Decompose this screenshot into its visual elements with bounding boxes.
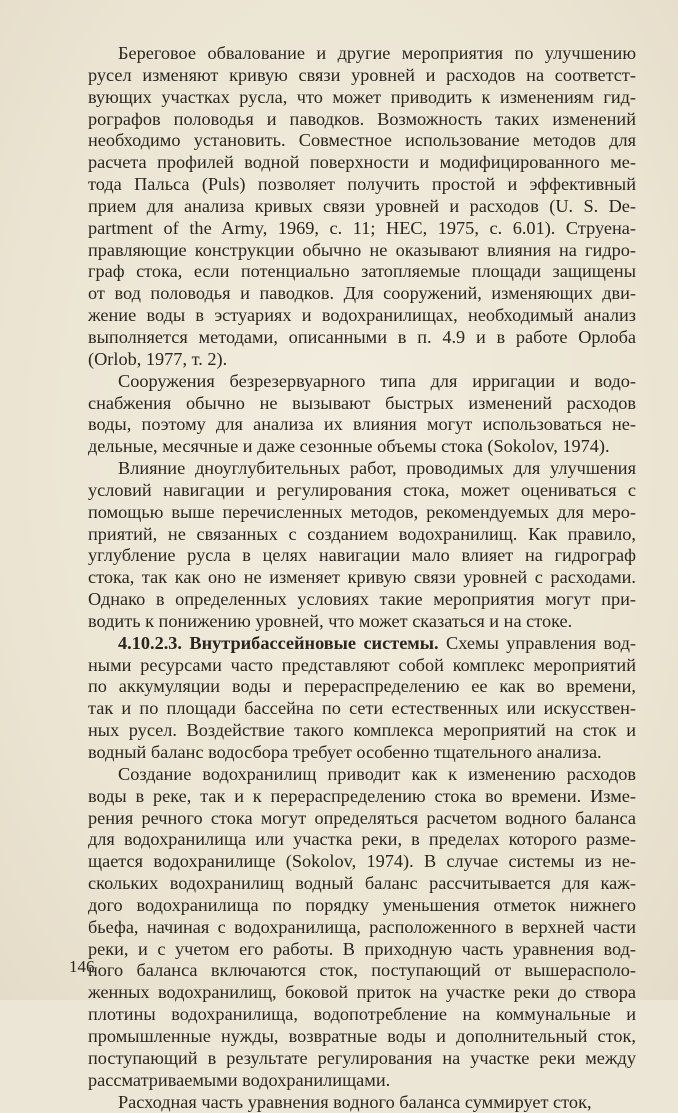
text-line [88, 261, 636, 283]
text-line [88, 960, 636, 982]
line-text: расчета профилей водной поверхности и модифицированного ме- [88, 152, 636, 172]
line-text: воды в реке, так и к перераспределению стока во времени. Изме- [88, 786, 636, 806]
text-line [88, 633, 636, 655]
line-text: плотины водохранилища, водопотребление на коммунальные и [88, 1004, 636, 1024]
paragraph-p1 [88, 43, 636, 371]
text-line [88, 502, 636, 524]
line-text: для водохранилища или участка реки, в пределах которого разме- [88, 829, 636, 849]
text-line [88, 786, 636, 808]
line-text: условий навигации и регулирования стока, может оцениваться с [88, 480, 636, 500]
line-text: русел изменяют кривую связи уровней и расходов на соответст- [88, 65, 636, 85]
text-line [88, 240, 636, 262]
line-text: Схемы управления вод- [439, 633, 636, 653]
text-line [88, 480, 636, 502]
text-line [88, 1026, 636, 1048]
line-text: прием для анализа кривых связи уровней и расходов (U. S. De- [88, 196, 636, 216]
line-text: правляющие конструкции обычно не оказывают влияния на гидро- [88, 240, 636, 260]
line-text: водный баланс водосбора требует особенно тщательного анализа. [88, 742, 602, 762]
line-text: Однако в определенных условиях такие мероприятия могут при- [88, 589, 636, 609]
line-text: ного баланса включаются сток, поступающий от вышерасполо- [88, 960, 636, 980]
text-line [88, 174, 636, 196]
line-text: приятий, не связанных с созданием водохранилищ. Как правило, [88, 524, 636, 544]
text-line [88, 1048, 636, 1070]
paragraph-p4 [88, 633, 636, 764]
line-text: женных водохранилищ, боковой приток на участке реки до створа [88, 982, 636, 1002]
line-text: дого водохранилища по порядку уменьшения отметок нижнего [88, 895, 636, 915]
paragraph-p3 [88, 458, 636, 633]
line-text: ными ресурсами часто представляют собой комплекс мероприятий [88, 655, 636, 675]
page-text [88, 43, 636, 1113]
text-line [88, 589, 636, 611]
text-line [88, 65, 636, 87]
line-text: водить к понижению уровней, что может сказаться и на стоке. [88, 611, 572, 631]
line-text: углубление русла в целях навигации мало влияет на гидрограф [88, 545, 636, 565]
line-text: так и по площади бассейна по сети естественных или искусствен- [88, 698, 636, 718]
line-text: Сооружения безрезервуарного типа для ирригации и водо- [118, 371, 636, 391]
line-text: промышленные нужды, возвратные воды и дополнительный сток, [88, 1026, 636, 1046]
line-text: рассматриваемыми водохранилищами. [88, 1070, 390, 1090]
line-text: partment of the Army, 1969, с. 11; HEC, 1975, с. 6.01). Струена- [88, 218, 636, 238]
line-text: по аккумуляции воды и перераспределению ее как во времени, [88, 676, 636, 696]
text-line [88, 1004, 636, 1026]
text-line [88, 109, 636, 131]
page-number: 146 [69, 957, 95, 977]
section-heading: 4.10.2.3. Внутрибассейновые системы. [118, 633, 439, 653]
paragraph-p6 [88, 1092, 636, 1113]
text-line [88, 895, 636, 917]
line-text: снабжения обычно не вызывают быстрых изменений расходов [88, 393, 636, 413]
paragraph-p5 [88, 764, 636, 1092]
text-line [88, 130, 636, 152]
line-text: вующих участках русла, что может приводить к изменениям гид- [88, 87, 636, 107]
text-line [88, 371, 636, 393]
text-line [88, 567, 636, 589]
text-line [88, 349, 636, 371]
line-text: ных русел. Воздействие такого комплекса мероприятий на сток и [88, 720, 636, 740]
text-line [88, 393, 636, 415]
line-text: поступающий в результате регулирования на участке реки между [88, 1048, 636, 1068]
line-text: реки, и с учетом его работы. В приходную часть уравнения вод- [88, 939, 636, 959]
text-line [88, 283, 636, 305]
text-line [88, 698, 636, 720]
line-text: бьефа, начиная с водохранилища, расположенного в верхней части [88, 917, 636, 937]
text-line [88, 152, 636, 174]
text-line [88, 1070, 636, 1092]
text-line [88, 851, 636, 873]
line-text: Береговое обвалование и другие мероприятия по улучшению [118, 43, 636, 63]
line-text: рения речного стока могут определяться расчетом водного баланса [88, 808, 636, 828]
text-line [88, 414, 636, 436]
line-text: щается водохранилище (Sokolov, 1974). В случае системы из не- [88, 851, 636, 871]
line-text: Создание водохранилищ приводит как к изменению расходов [118, 764, 636, 784]
text-line [88, 873, 636, 895]
text-line [88, 545, 636, 567]
text-line [88, 917, 636, 939]
line-text: Влияние дноуглубительных работ, проводимых для улучшения [118, 458, 636, 478]
text-line [88, 939, 636, 961]
line-text: скольких водохранилищ водный баланс рассчитывается для каж- [88, 873, 636, 893]
line-text: от вод половодья и паводков. Для сооружений, изменяющих дви- [88, 283, 636, 303]
text-line [88, 458, 636, 480]
text-line [88, 720, 636, 742]
text-line [88, 655, 636, 677]
text-line [88, 87, 636, 109]
text-line [88, 742, 636, 764]
text-line [88, 982, 636, 1004]
text-line [88, 829, 636, 851]
line-text: дельные, месячные и даже сезонные объемы стока (Sokolov, 1974). [88, 436, 610, 456]
line-text: рографов половодья и паводков. Возможность таких изменений [88, 109, 636, 129]
line-text: выполняется методами, описанными в п. 4.9 и в работе Орлоба [88, 327, 636, 347]
line-text: тода Пальса (Puls) позволяет получить простой и эффективный [88, 174, 636, 194]
line-text: воды, поэтому для анализа их влияния могут использоваться не- [88, 414, 636, 434]
line-text: необходимо установить. Совместное использование методов для [88, 130, 636, 150]
line-text: стока, так как оно не изменяет кривую связи уровней с расходами. [88, 567, 636, 587]
line-text: Расходная часть уравнения водного баланса суммирует сток, [118, 1092, 592, 1112]
text-line [88, 1092, 636, 1113]
line-text: помощью выше перечисленных методов, рекомендуемых для меро- [88, 502, 636, 522]
text-line [88, 305, 636, 327]
text-line [88, 764, 636, 786]
text-line [88, 676, 636, 698]
text-line [88, 611, 636, 633]
text-line [88, 196, 636, 218]
paragraph-p2 [88, 371, 636, 458]
text-line [88, 808, 636, 830]
line-text: (Orlob, 1977, т. 2). [88, 349, 227, 369]
line-text: граф стока, если потенциально затопляемые площади защищены [88, 261, 636, 281]
text-line [88, 524, 636, 546]
text-line [88, 436, 636, 458]
text-line [88, 43, 636, 65]
line-text: жение воды в эстуариях и водохранилищах, необходимый анализ [88, 305, 636, 325]
text-line [88, 327, 636, 349]
text-line [88, 218, 636, 240]
